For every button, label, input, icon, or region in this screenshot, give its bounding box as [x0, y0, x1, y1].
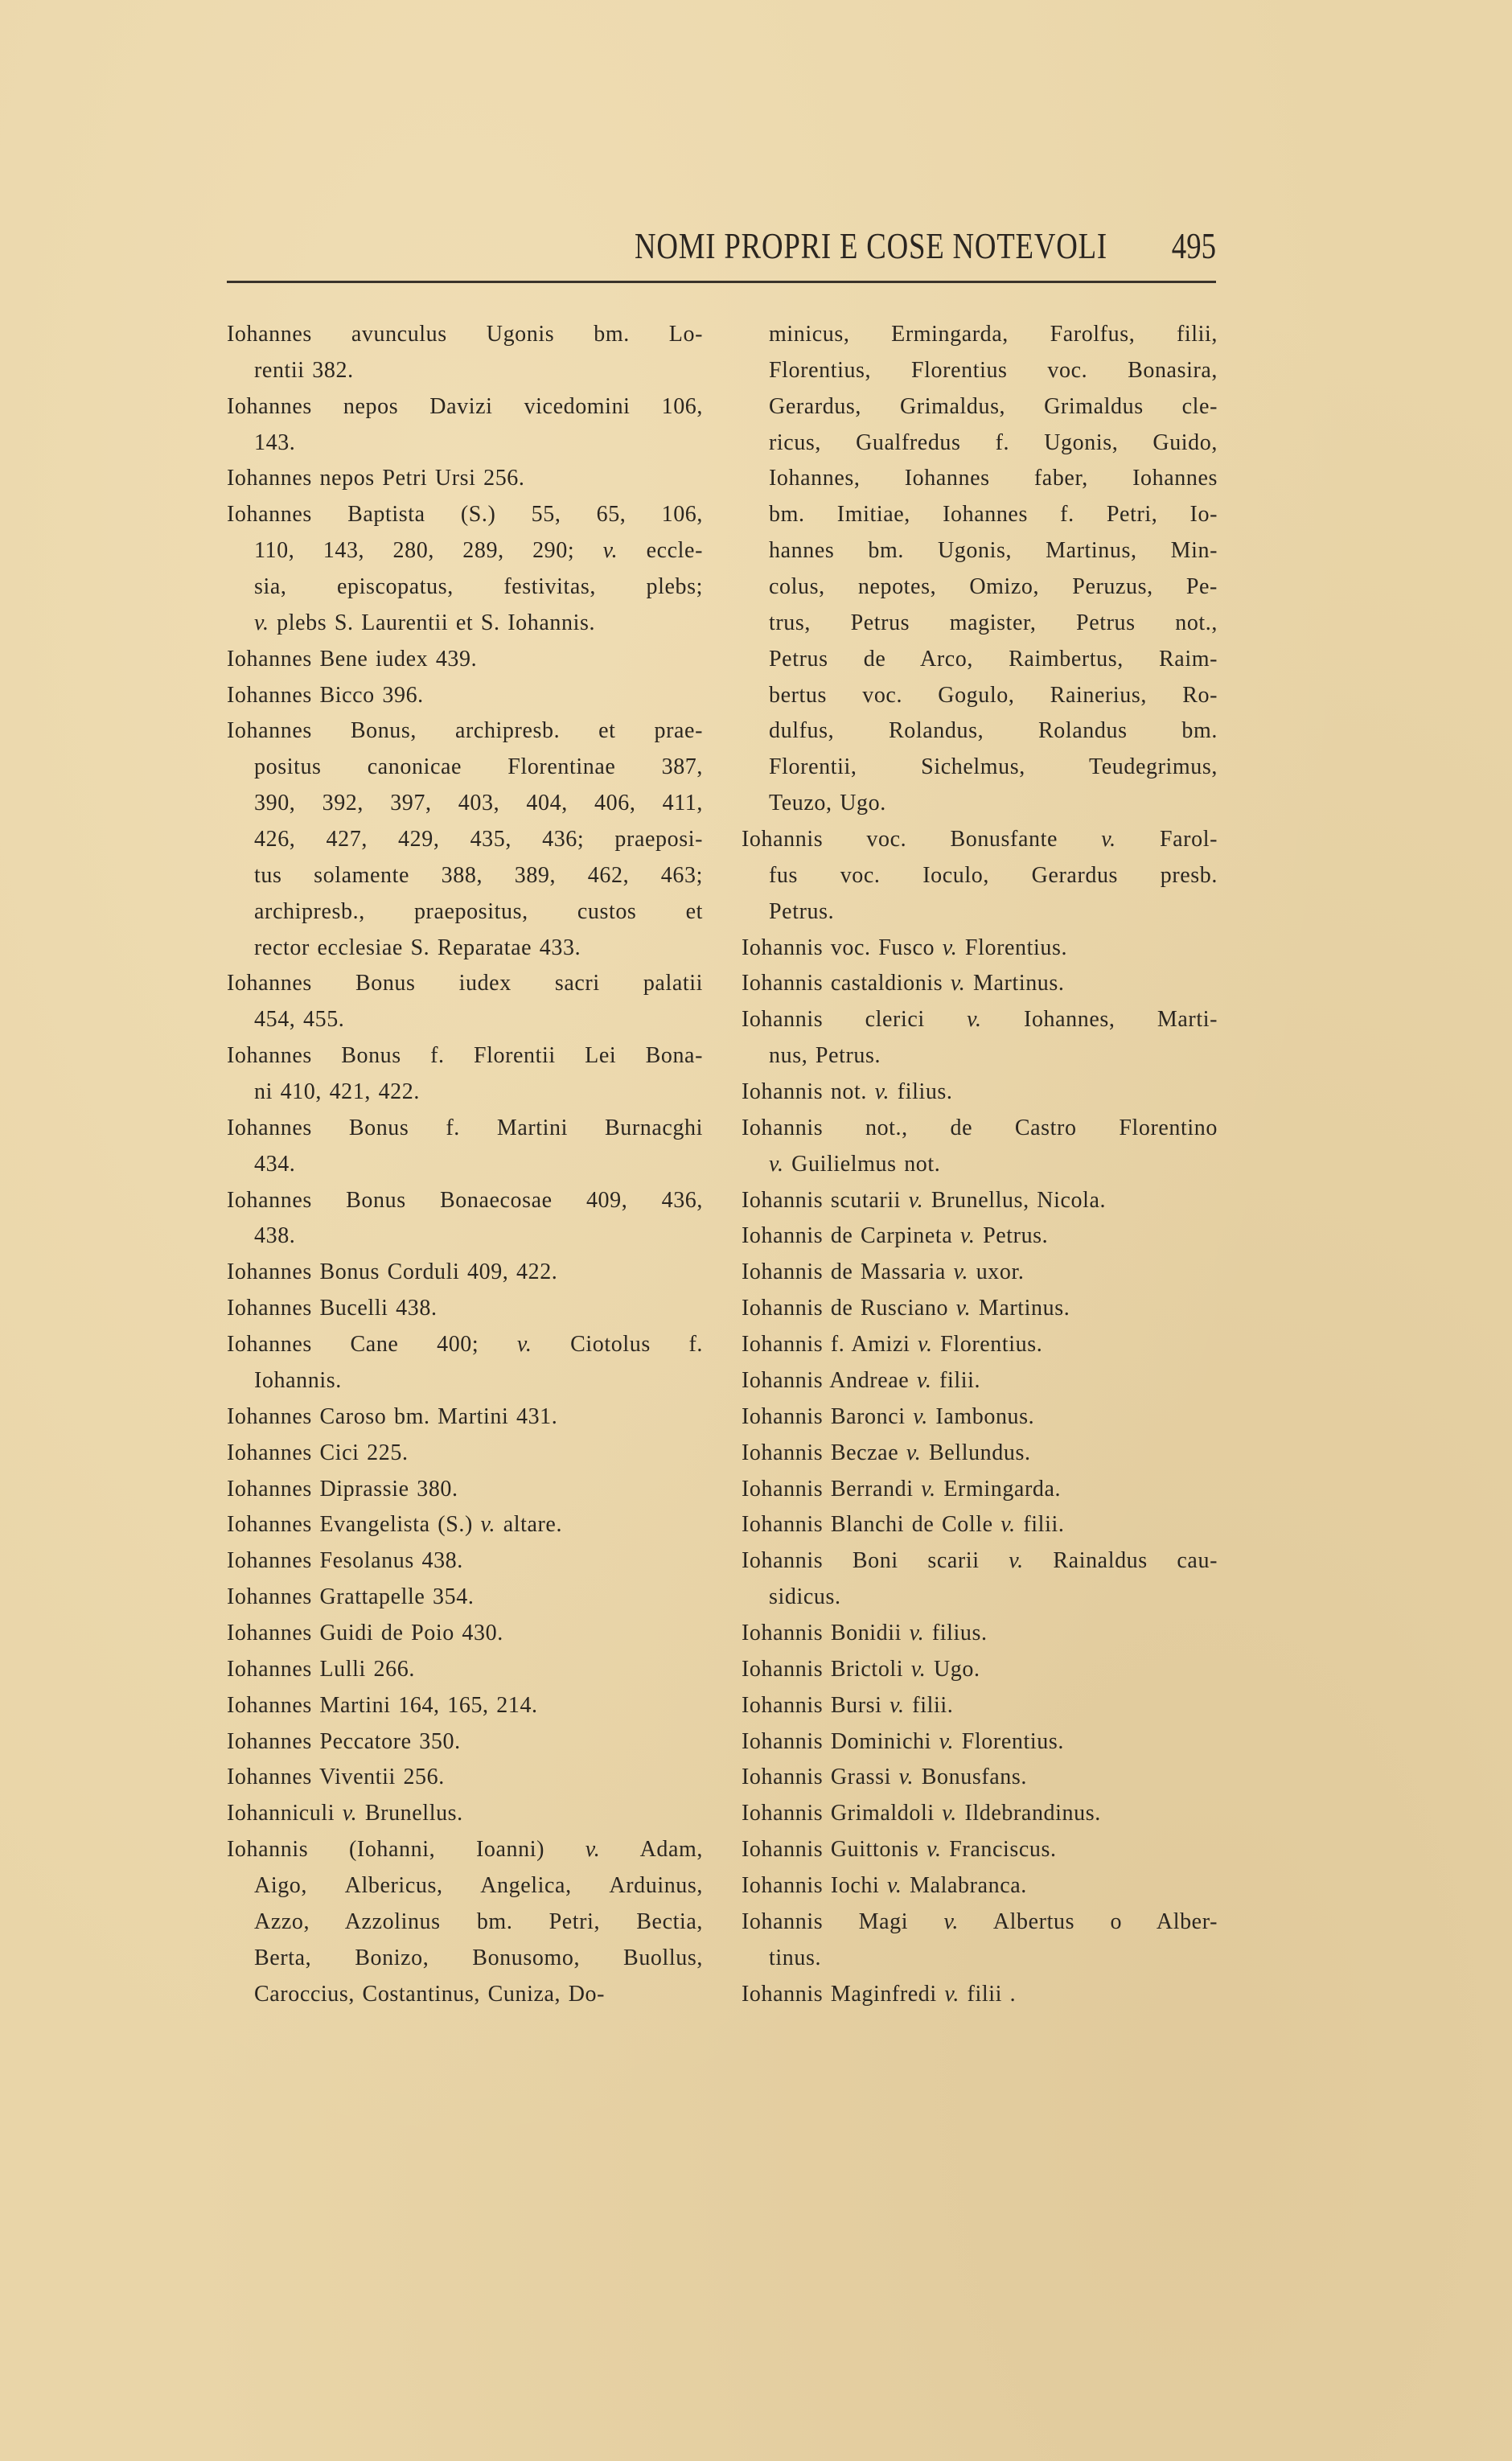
- entry-continuation-line: sia, episcopatus, festivitas, plebs;: [254, 574, 703, 600]
- entry-continuation-line: Florentii, Sichelmus, Teudegrimus,: [769, 754, 1218, 780]
- entry-head-line: Iohannis Magi v. Albertus o Alber-: [742, 1908, 1218, 1934]
- entry-head-line: Iohannes Bucelli 438.: [227, 1296, 438, 1321]
- entry-head-line: Iohannis Bonidii v. filius.: [742, 1620, 988, 1645]
- entry-continuation-line: colus, nepotes, Omizo, Peruzus, Pe-: [769, 574, 1218, 600]
- index-entry: [742, 1688, 1218, 1724]
- index-entry: [227, 1436, 703, 1472]
- index-entry: [227, 1399, 703, 1436]
- index-entry: [227, 713, 703, 966]
- entry-head-line: Iohannis not., de Castro Florentino: [742, 1115, 1218, 1140]
- index-entry: [227, 1183, 703, 1255]
- index-entry: [227, 1652, 703, 1688]
- entry-head-line: Iohannes Martini 164, 165, 214.: [227, 1692, 538, 1718]
- entry-head-line: Iohannis Grassi v. Bonusfans.: [742, 1765, 1027, 1790]
- index-entry: [742, 1868, 1218, 1904]
- index-entry: [227, 389, 703, 462]
- running-header: [227, 222, 1216, 270]
- entry-head-line: Iohannes Diprassie 380.: [227, 1476, 458, 1502]
- entry-continuation-line: Florentius, Florentius voc. Bonasira,: [769, 357, 1218, 383]
- entry-continuation-line: 426, 427, 429, 435, 436; praeposi-: [254, 827, 703, 853]
- entry-continuation-line: Caroccius, Costantinus, Cuniza, Do-: [254, 1981, 606, 2007]
- entry-continuation-line: nus, Petrus.: [769, 1043, 881, 1069]
- entry-continuation-line: 143.: [254, 429, 296, 455]
- entry-head-line: Iohannes Cici 225.: [227, 1440, 409, 1465]
- header-rule: [227, 281, 1216, 283]
- entry-head-line: Iohannes Bonus Bonaecosae 409, 436,: [227, 1187, 703, 1213]
- entry-head-line: Iohannes nepos Petri Ursi 256.: [227, 466, 525, 491]
- entry-head-line: Iohannis scutarii v. Brunellus, Nicola.: [742, 1187, 1107, 1213]
- entry-continuation-line: archipresb., praepositus, custos et: [254, 898, 703, 924]
- index-column-left: [227, 317, 703, 2012]
- entry-continuation-line: bertus voc. Gogulo, Rainerius, Ro-: [769, 682, 1218, 708]
- entry-continuation-line: 434.: [254, 1151, 296, 1177]
- entry-head-line: Iohannis Guittonis v. Franciscus.: [742, 1837, 1057, 1863]
- entry-head-line: Iohannes Bonus Corduli 409, 422.: [227, 1259, 558, 1285]
- entry-continuation-line: dulfus, Rolandus, Rolandus bm.: [769, 718, 1218, 744]
- entry-continuation-line: hannes bm. Ugonis, Martinus, Min-: [769, 538, 1218, 564]
- entry-head-line: Iohannis Dominichi v. Florentius.: [742, 1728, 1064, 1754]
- index-entry: [227, 1543, 703, 1580]
- entry-head-line: Iohannes Viventii 256.: [227, 1765, 445, 1790]
- index-entry: [227, 461, 703, 497]
- index-entry: [742, 1760, 1218, 1796]
- entry-continuation-line: sidicus.: [769, 1584, 841, 1610]
- entry-head-line: Iohannis Brictoli v. Ugo.: [742, 1656, 980, 1682]
- index-entry: [742, 1218, 1218, 1255]
- entry-head-line: Iohannis voc. Bonusfante v. Farol-: [742, 827, 1218, 853]
- entry-head-line: Iohannis voc. Fusco v. Florentius.: [742, 935, 1068, 960]
- entry-head-line: Iohannis Berrandi v. Ermingarda.: [742, 1476, 1062, 1502]
- entry-head-line: Iohannis Blanchi de Colle v. filii.: [742, 1512, 1065, 1538]
- entry-continuation-line: v. plebs S. Laurentii et S. Iohannis.: [254, 610, 596, 635]
- index-entry: [742, 317, 1218, 822]
- index-entry: [742, 966, 1218, 1002]
- index-entry: [227, 1111, 703, 1183]
- entry-head-line: Iohannis not. v. filius.: [742, 1079, 953, 1105]
- index-entry: [742, 1363, 1218, 1399]
- entry-continuation-line: 438.: [254, 1223, 296, 1249]
- index-entry: [227, 1796, 703, 1832]
- entry-continuation-line: rector ecclesiae S. Reparatae 433.: [254, 935, 581, 960]
- index-entry: [742, 1183, 1218, 1219]
- index-entry: [227, 1616, 703, 1652]
- index-entry: [742, 1904, 1218, 1977]
- entry-head-line: Iohannis de Rusciano v. Martinus.: [742, 1296, 1070, 1321]
- entry-continuation-line: v. Guilielmus not.: [769, 1151, 941, 1177]
- entry-head-line: Iohannes Bicco 396.: [227, 682, 424, 708]
- entry-head-line: Iohannis de Carpineta v. Petrus.: [742, 1223, 1049, 1249]
- page-number: 495: [1171, 225, 1216, 266]
- entry-head-line: Iohannis Maginfredi v. filii .: [742, 1981, 1017, 2007]
- entry-head-line: Iohannes Bonus iudex sacri palatii: [227, 971, 703, 996]
- entry-head-line: Iohanniculi v. Brunellus.: [227, 1801, 463, 1826]
- index-entry: [227, 1472, 703, 1508]
- index-entry: [227, 1507, 703, 1543]
- entry-head-line: Iohannes Bonus f. Martini Burnacghi: [227, 1115, 703, 1140]
- index-entry: [742, 931, 1218, 967]
- entry-continuation-line: Berta, Bonizo, Bonusomo, Buollus,: [254, 1945, 703, 1970]
- index-entry: [227, 1291, 703, 1327]
- entry-continuation-line: Iohannes, Iohannes faber, Iohannes: [769, 466, 1218, 491]
- index-entry: [742, 1111, 1218, 1183]
- entry-head-line: Iohannes Baptista (S.) 55, 65, 106,: [227, 502, 703, 528]
- entry-continuation-line: Gerardus, Grimaldus, Grimaldus cle-: [769, 393, 1218, 419]
- entry-head-line: Iohannis de Massaria v. uxor.: [742, 1259, 1025, 1285]
- index-entry: [742, 1002, 1218, 1074]
- index-entry: [227, 1255, 703, 1291]
- index-entry: [227, 1038, 703, 1111]
- index-entry: [227, 966, 703, 1038]
- index-entry: [227, 1327, 703, 1399]
- entry-continuation-line: positus canonicae Florentinae 387,: [254, 754, 703, 780]
- entry-head-line: Iohannes Grattapelle 354.: [227, 1584, 475, 1610]
- entry-head-line: Iohannis clerici v. Iohannes, Marti-: [742, 1007, 1218, 1033]
- index-entry: [742, 1399, 1218, 1436]
- entry-continuation-line: ricus, Gualfredus f. Ugonis, Guido,: [769, 429, 1218, 455]
- index-entry: [742, 1796, 1218, 1832]
- index-entry: [227, 1688, 703, 1724]
- entry-head-line: Iohannis Beczae v. Bellundus.: [742, 1440, 1031, 1465]
- entry-head-line: Iohannes Bene iudex 439.: [227, 646, 478, 672]
- entry-head-line: Iohannis Andreae v. filii.: [742, 1367, 981, 1393]
- entry-head-line: Iohannes Bonus, archipresb. et prae-: [227, 718, 703, 744]
- index-entry: [227, 678, 703, 714]
- index-column-right: [742, 317, 1218, 2012]
- index-entry: [742, 1652, 1218, 1688]
- entry-head-line: Iohannes Bonus f. Florentii Lei Bona-: [227, 1043, 703, 1069]
- entry-continuation-line: 454, 455.: [254, 1007, 345, 1033]
- index-entry: [742, 1724, 1218, 1760]
- entry-head-line: Iohannes Evangelista (S.) v. altare.: [227, 1512, 563, 1538]
- entry-head-line: Iohannes Fesolanus 438.: [227, 1548, 463, 1574]
- entry-continuation-line: trus, Petrus magister, Petrus not.,: [769, 610, 1218, 635]
- entry-head-line: Iohannis Grimaldoli v. Ildebrandinus.: [742, 1801, 1101, 1826]
- index-entry: [742, 1543, 1218, 1616]
- entry-continuation-line: Teuzo, Ugo.: [769, 791, 886, 816]
- entry-continuation-line: 390, 392, 397, 403, 404, 406, 411,: [254, 791, 703, 816]
- entry-continuation-line: fus voc. Ioculo, Gerardus presb.: [769, 862, 1218, 888]
- entry-continuation-line: minicus, Ermingarda, Farolfus, filii,: [769, 322, 1218, 347]
- entry-head-line: Iohannis castaldionis v. Martinus.: [742, 971, 1065, 996]
- index-entry: [227, 642, 703, 678]
- index-entry: [742, 1291, 1218, 1327]
- index-entry: [227, 497, 703, 641]
- index-entry: [227, 317, 703, 389]
- entry-continuation-line: bm. Imitiae, Iohannes f. Petri, Io-: [769, 502, 1218, 528]
- entry-continuation-line: Iohannis.: [254, 1367, 342, 1393]
- entry-continuation-line: 110, 143, 280, 289, 290; v. eccle-: [254, 538, 703, 564]
- index-entry: [742, 1255, 1218, 1291]
- index-entry: [742, 1436, 1218, 1472]
- entry-head-line: Iohannes Guidi de Poio 430.: [227, 1620, 503, 1645]
- entry-continuation-line: tinus.: [769, 1945, 822, 1970]
- index-entry: [742, 1507, 1218, 1543]
- entry-head-line: Iohannes Cane 400; v. Ciotolus f.: [227, 1332, 703, 1358]
- entry-continuation-line: Azzo, Azzolinus bm. Petri, Bectia,: [254, 1908, 703, 1934]
- index-entry: [227, 1724, 703, 1760]
- entry-head-line: Iohannes Caroso bm. Martini 431.: [227, 1403, 558, 1429]
- entry-head-line: Iohannes nepos Davizi vicedomini 106,: [227, 393, 703, 419]
- entry-head-line: Iohannis Baronci v. Iambonus.: [742, 1403, 1035, 1429]
- index-entry: [742, 822, 1218, 931]
- index-entry: [742, 1832, 1218, 1868]
- entry-continuation-line: Petrus de Arco, Raimbertus, Raim-: [769, 646, 1218, 672]
- entry-head-line: Iohannis f. Amizi v. Florentius.: [742, 1332, 1043, 1358]
- entry-continuation-line: Aigo, Albericus, Angelica, Arduinus,: [254, 1872, 703, 1898]
- index-entry: [227, 1580, 703, 1616]
- entry-head-line: Iohannes avunculus Ugonis bm. Lo-: [227, 322, 703, 347]
- entry-head-line: Iohannis (Iohanni, Ioanni) v. Adam,: [227, 1837, 703, 1863]
- entry-head-line: Iohannis Bursi v. filii.: [742, 1692, 954, 1718]
- entry-continuation-line: Petrus.: [769, 898, 835, 924]
- index-entry: [742, 1327, 1218, 1363]
- entry-continuation-line: tus solamente 388, 389, 462, 463;: [254, 862, 703, 888]
- index-entry: [742, 1977, 1218, 2013]
- index-entry: [227, 1760, 703, 1796]
- entry-continuation-line: rentii 382.: [254, 357, 354, 383]
- entry-head-line: Iohannis Boni scarii v. Rainaldus cau-: [742, 1548, 1218, 1574]
- entry-head-line: Iohannes Peccatore 350.: [227, 1728, 461, 1754]
- index-entry: [742, 1616, 1218, 1652]
- index-entry: [742, 1472, 1218, 1508]
- entry-head-line: Iohannis Iochi v. Malabranca.: [742, 1872, 1027, 1898]
- index-entry: [742, 1074, 1218, 1111]
- index-entry: [227, 1832, 703, 2012]
- entry-head-line: Iohannes Lulli 266.: [227, 1656, 415, 1682]
- running-title: NOMI PROPRI E COSE NOTEVOLI: [635, 225, 1107, 266]
- entry-continuation-line: ni 410, 421, 422.: [254, 1079, 420, 1105]
